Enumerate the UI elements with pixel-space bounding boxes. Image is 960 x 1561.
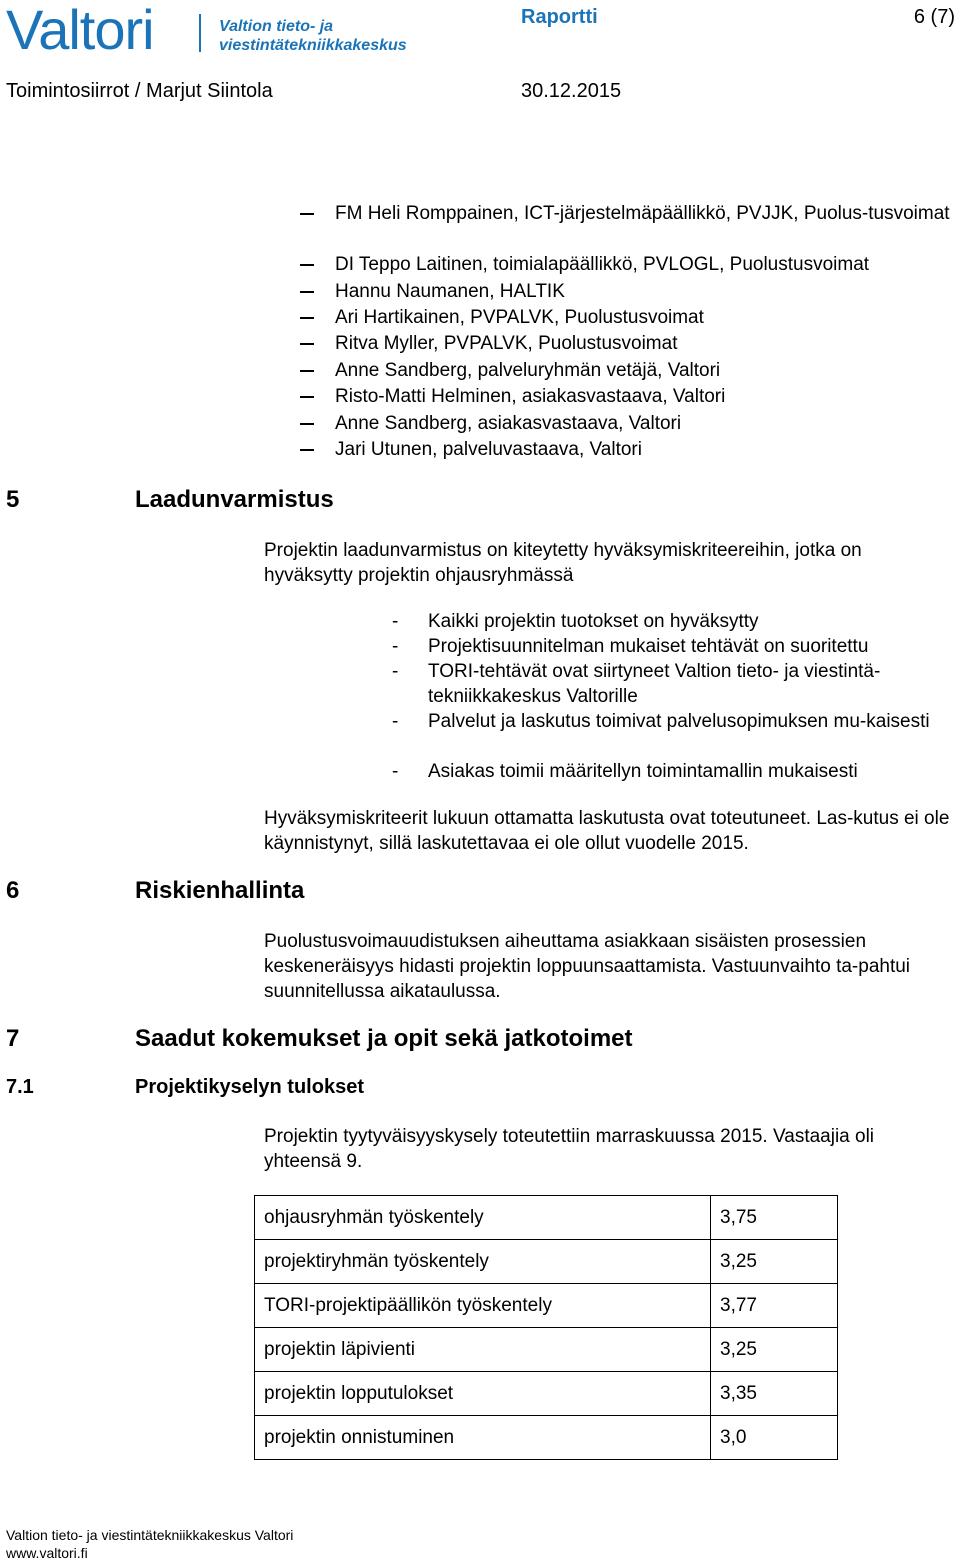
result-value: 3,25	[711, 1240, 838, 1284]
section-5-outcome: Hyväksymiskriteerit lukuun ottamatta laskutusta ovat toteutuneet. Las-kutus ei ole käynnistynyt, sillä laskutettavaa ei ole ollut vuodelle 2015.	[264, 808, 950, 854]
dash-marker	[300, 343, 314, 345]
section-5-intro: Projektin laadunvarmistus on kiteytetty hyväksymiskriteereihin, jotka on hyväksytty projektin ohjausryhmässä	[264, 540, 862, 586]
logo-tagline-2: viestintätekniikkakeskus	[219, 37, 407, 54]
footer-website-link[interactable]: www.valtori.fi	[6, 1545, 88, 1561]
header-subject-author: Toimintosiirrot / Marjut Siintola	[6, 80, 273, 102]
dash-marker	[300, 213, 314, 215]
page-number: 6 (7)	[913, 6, 955, 28]
dash-marker	[300, 370, 314, 372]
dash-marker	[300, 423, 314, 425]
logo-tagline-1: Valtion tieto- ja	[219, 18, 334, 35]
result-label: projektin lopputulokset	[255, 1372, 711, 1416]
result-label: ohjausryhmän työskentely	[255, 1196, 711, 1240]
section-6-heading: 6 Riskienhallinta	[6, 877, 305, 904]
result-value: 3,35	[711, 1372, 838, 1416]
logo-separator	[199, 14, 201, 52]
table-row	[255, 1328, 838, 1372]
table-row	[255, 1372, 838, 1416]
dash-marker	[300, 317, 314, 319]
result-value: 3,25	[711, 1328, 838, 1372]
document-type: Raportti	[521, 6, 598, 28]
dash-marker	[300, 264, 314, 266]
valtori-logo	[6, 0, 407, 61]
result-value: 3,0	[711, 1416, 838, 1460]
table-row	[255, 1240, 838, 1284]
footer-organization: Valtion tieto- ja viestintätekniikkakeskus Valtori	[6, 1527, 294, 1543]
table-row	[255, 1416, 838, 1460]
dash-marker	[300, 396, 314, 398]
table-row	[255, 1196, 838, 1240]
header-date: 30.12.2015	[521, 80, 622, 102]
section-6-text: Puolustusvoimauudistuksen aiheuttama asiakkaan sisäisten prosessien keskeneräisyys hidasti projektin loppuunsaattamista. Vastuunvaihto ta-pahtui suunnitellussa aikataulussa.	[264, 931, 911, 1002]
survey-results-table	[254, 1195, 838, 1460]
result-label: projektin läpivienti	[255, 1328, 711, 1372]
result-label: projektiryhmän työskentely	[255, 1240, 711, 1284]
section-7-heading: 7 Saadut kokemukset ja opit sekä jatkotoimet	[6, 1025, 633, 1052]
dash-marker	[300, 291, 314, 293]
section-5-heading: 5 Laadunvarmistus	[6, 486, 334, 513]
result-label: projektin onnistuminen	[255, 1416, 711, 1460]
section-7-1-heading: 7.1 Projektikyselyn tulokset	[6, 1076, 364, 1098]
result-value: 3,77	[711, 1284, 838, 1328]
result-label: TORI-projektipäällikön työskentely	[255, 1284, 711, 1328]
dash-marker	[300, 449, 314, 451]
result-value: 3,75	[711, 1196, 838, 1240]
section-7-1-text: Projektin tyytyväisyyskysely toteutettiin marraskuussa 2015. Vastaajia oli yhteensä 9.	[264, 1126, 875, 1172]
table-row	[255, 1284, 838, 1328]
logo-wordmark: Valtori	[6, 0, 154, 61]
